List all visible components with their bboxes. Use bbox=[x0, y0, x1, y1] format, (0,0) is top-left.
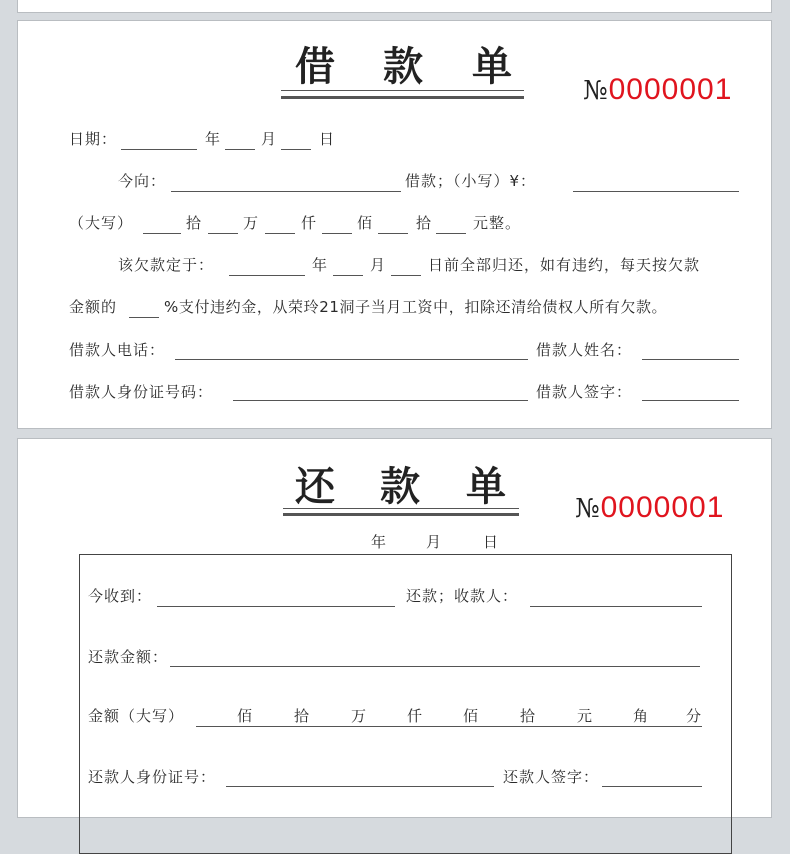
due-label: 该欠款定于： bbox=[118, 256, 215, 274]
title-underline bbox=[283, 513, 519, 516]
payee-label: 还款；收款人： bbox=[406, 587, 519, 605]
capital-field[interactable] bbox=[378, 233, 408, 234]
title-char: 单 bbox=[466, 463, 506, 510]
capital-field[interactable] bbox=[322, 233, 352, 234]
lender-label: 今向： bbox=[118, 172, 167, 190]
date-label: 日期： bbox=[69, 130, 118, 148]
previous-card bbox=[17, 0, 772, 13]
repayer-sign-label: 还款人签字： bbox=[503, 768, 600, 786]
date-month-field[interactable] bbox=[225, 149, 255, 150]
penalty-rate-field[interactable] bbox=[129, 317, 159, 318]
capital-unit: 仟 bbox=[301, 214, 318, 232]
title-underline bbox=[281, 90, 524, 91]
date-year-field[interactable] bbox=[121, 149, 197, 150]
amount-small-label: 借款；（小写）¥： bbox=[405, 172, 537, 190]
title-underline bbox=[283, 508, 519, 509]
capital-unit: 仟 bbox=[407, 707, 424, 725]
borrower-name-label: 借款人姓名： bbox=[536, 341, 633, 359]
due-month-field[interactable] bbox=[333, 275, 363, 276]
capital-unit: 拾 bbox=[520, 707, 537, 725]
serial-number: №0000001 bbox=[575, 491, 725, 524]
payee-field[interactable] bbox=[530, 606, 702, 607]
capital-unit: 拾 bbox=[416, 214, 433, 232]
borrower-name-field[interactable] bbox=[642, 359, 739, 360]
capital-unit: 万 bbox=[351, 707, 368, 725]
capital-label: （大写） bbox=[69, 214, 134, 232]
due-year-field[interactable] bbox=[229, 275, 305, 276]
loan-slip-title bbox=[280, 45, 530, 89]
lender-field[interactable] bbox=[171, 191, 401, 192]
capital-unit: 万 bbox=[243, 214, 260, 232]
date-day-label: 日 bbox=[483, 533, 500, 551]
borrower-phone-field[interactable] bbox=[175, 359, 528, 360]
capital-unit: 拾 bbox=[186, 214, 203, 232]
capital-unit: 拾 bbox=[294, 707, 311, 725]
date-day-field[interactable] bbox=[281, 149, 311, 150]
repayer-id-label: 还款人身份证号： bbox=[88, 768, 217, 786]
received-from-field[interactable] bbox=[157, 606, 395, 607]
date-year-label: 年 bbox=[371, 533, 388, 551]
received-label: 今收到： bbox=[88, 587, 153, 605]
title-char: 借 bbox=[295, 43, 335, 90]
capital-field[interactable] bbox=[265, 233, 295, 234]
due-year-label: 年 bbox=[312, 256, 329, 274]
penalty-text: %支付违约金，从荣玲21洞子当月工资中，扣除还清给债权人所有欠款。 bbox=[164, 298, 668, 316]
title-char: 款 bbox=[380, 463, 420, 510]
borrower-sign-label: 借款人签字： bbox=[536, 383, 633, 401]
capital-unit: 角 bbox=[633, 707, 650, 725]
capital-amount-field[interactable] bbox=[196, 726, 702, 727]
capital-unit: 分 bbox=[686, 707, 703, 725]
day-label: 日 bbox=[319, 130, 336, 148]
repay-amount-field[interactable] bbox=[170, 666, 700, 667]
capital-field[interactable] bbox=[208, 233, 238, 234]
penalty-prefix: 金额的 bbox=[69, 298, 118, 316]
capital-unit: 元整。 bbox=[473, 214, 522, 232]
capital-unit: 佰 bbox=[357, 214, 374, 232]
borrower-phone-label: 借款人电话： bbox=[69, 341, 166, 359]
serial-number: №0000001 bbox=[583, 73, 733, 106]
repay-amount-label: 还款金额： bbox=[88, 648, 169, 666]
borrower-id-field[interactable] bbox=[233, 400, 528, 401]
due-text: 日前全部归还，如有违约，每天按欠款 bbox=[428, 256, 701, 274]
title-char: 还 bbox=[295, 463, 335, 510]
borrower-sign-field[interactable] bbox=[642, 400, 739, 401]
repayer-sign-field[interactable] bbox=[602, 786, 702, 787]
capital-unit: 佰 bbox=[237, 707, 254, 725]
date-month-label: 月 bbox=[426, 533, 443, 551]
title-char: 单 bbox=[472, 43, 512, 90]
loan-slip-card bbox=[17, 20, 772, 429]
due-month-label: 月 bbox=[370, 256, 387, 274]
repay-slip-title bbox=[280, 465, 530, 509]
year-label: 年 bbox=[205, 130, 222, 148]
due-day-field[interactable] bbox=[391, 275, 421, 276]
capital-unit: 元 bbox=[577, 707, 594, 725]
repayer-id-field[interactable] bbox=[226, 786, 494, 787]
title-underline bbox=[281, 96, 524, 99]
month-label: 月 bbox=[261, 130, 278, 148]
capital-amount-label: 金额（大写） bbox=[88, 707, 185, 725]
capital-field[interactable] bbox=[436, 233, 466, 234]
borrower-id-label: 借款人身份证号码： bbox=[69, 383, 214, 401]
repay-slip-card bbox=[17, 438, 772, 818]
capital-field[interactable] bbox=[143, 233, 181, 234]
capital-unit: 佰 bbox=[463, 707, 480, 725]
title-char: 款 bbox=[383, 43, 423, 90]
amount-small-field[interactable] bbox=[573, 191, 739, 192]
